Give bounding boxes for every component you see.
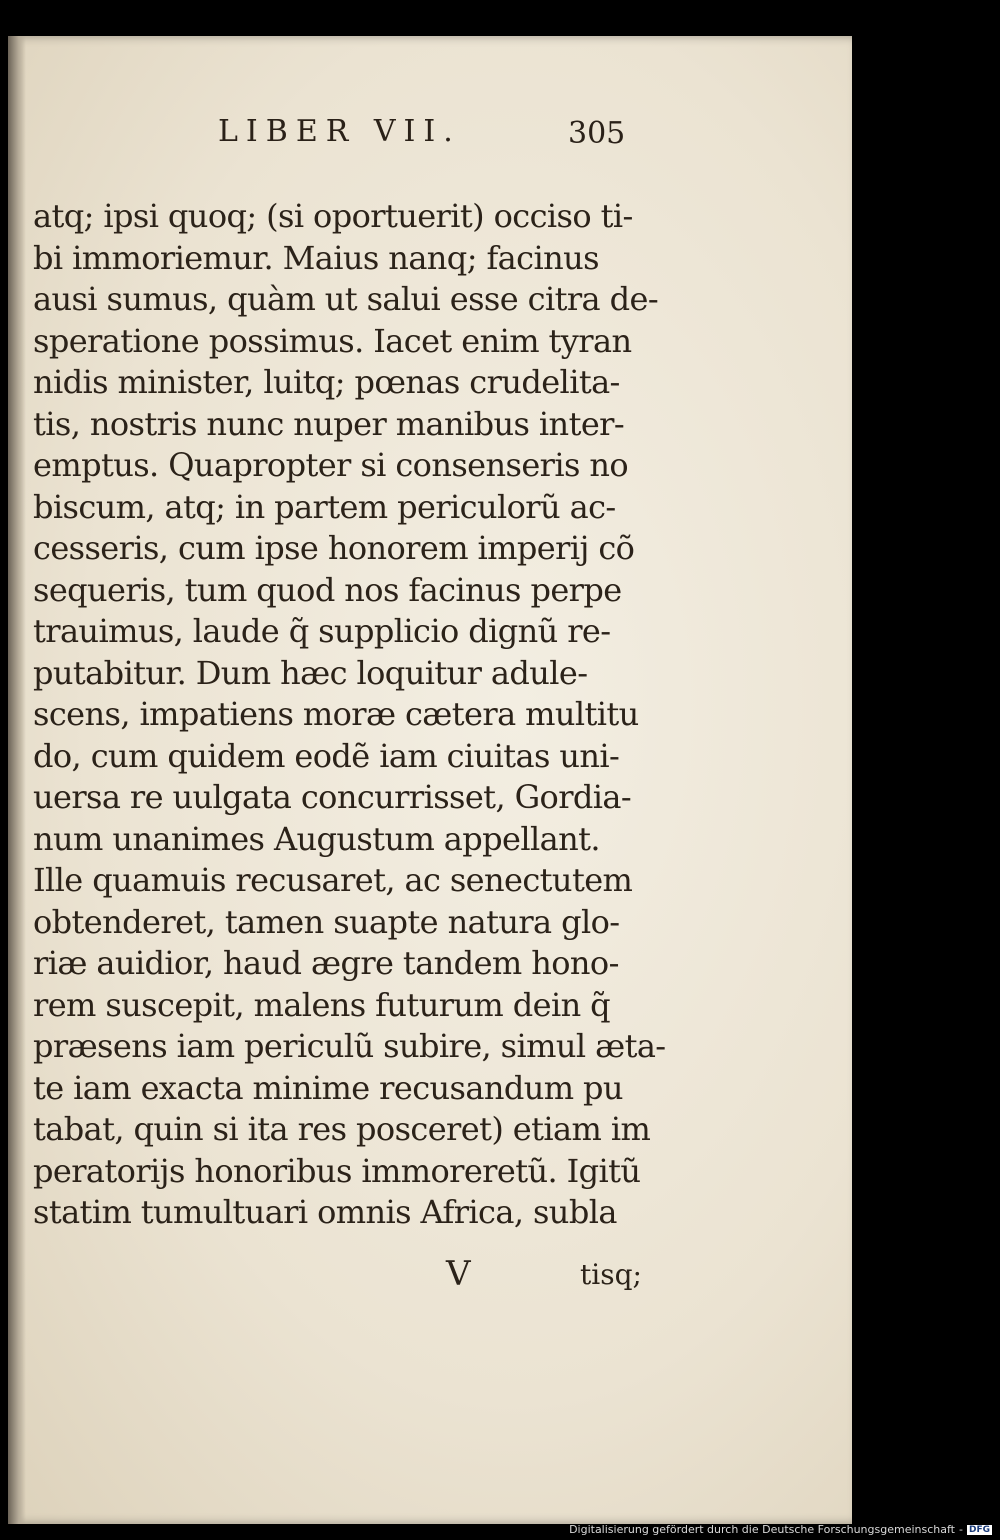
text-line: nidis minister, luitq; pœnas crudelita- <box>33 363 620 401</box>
text-line: trauimus, laude q̃ supplicio dignũ re- <box>33 612 611 650</box>
text-line: speratione possimus. Iacet enim tyran <box>33 321 632 360</box>
text-line: peratorijs honoribus immoreretũ. Igitũ <box>33 1151 641 1190</box>
text-line: rem suscepit, malens futurum dein q̃ <box>33 985 611 1024</box>
text-line: cesseris, cum ipse honorem imperij cõ <box>33 529 635 567</box>
dfg-logo-icon: DFG <box>968 1524 990 1535</box>
page-gutter-shadow <box>8 36 26 1524</box>
text-line: do, cum quidem eodẽ iam ciuitas uni- <box>33 736 620 775</box>
catchword: tisq; <box>580 1258 642 1291</box>
page-number: 305 <box>568 116 626 151</box>
text-line: bi immoriemur. Maius nanq; facinus <box>33 238 599 277</box>
text-line: uersa re uulgata concurrisset, Gordia- <box>33 778 632 816</box>
text-line: biscum, atq; in partem periculorũ ac- <box>33 487 616 526</box>
text-line: præsens iam periculũ subire, simul æta- <box>33 1027 666 1065</box>
text-line: te iam exacta minime recusandum pu <box>33 1068 623 1107</box>
text-line: riæ auidior, haud ægre tandem hono- <box>33 944 619 982</box>
text-line: scens, impatiens moræ cætera multitu <box>33 695 639 733</box>
text-line: sequeris, tum quod nos facinus perpe <box>33 570 622 609</box>
text-line: tabat, quin si ita res posceret) etiam im <box>33 1110 651 1148</box>
body-text <box>33 196 666 1234</box>
running-head: LIBER VII. <box>218 114 461 149</box>
signature-mark: V <box>446 1254 471 1294</box>
credit-text: Digitalisierung gefördert durch die Deutsche Forschungsgemeinschaft <box>569 1523 955 1536</box>
text-line: atq; ipsi quoq; (si oportuerit) occiso ti- <box>33 197 633 235</box>
text-line: emptus. Quapropter si consenseris no <box>33 446 629 484</box>
text-line: Ille quamuis recusaret, ac senectutem <box>33 861 633 899</box>
text-line: num unanimes Augustum appellant. <box>33 819 600 858</box>
text-line: ausi sumus, quàm ut salui esse citra de- <box>33 280 659 318</box>
text-line: putabitur. Dum hæc loquitur adule- <box>33 653 588 692</box>
digitization-credit: Digitalisierung gefördert durch die Deutsche Forschungsgemeinschaft - DFG <box>569 1523 990 1536</box>
book-page <box>8 36 852 1524</box>
text-line: tis, nostris nunc nuper manibus inter- <box>33 404 625 443</box>
text-line: statim tumultuari omnis Africa, subla <box>33 1193 617 1231</box>
text-line: obtenderet, tamen suapte natura glo- <box>33 902 620 941</box>
